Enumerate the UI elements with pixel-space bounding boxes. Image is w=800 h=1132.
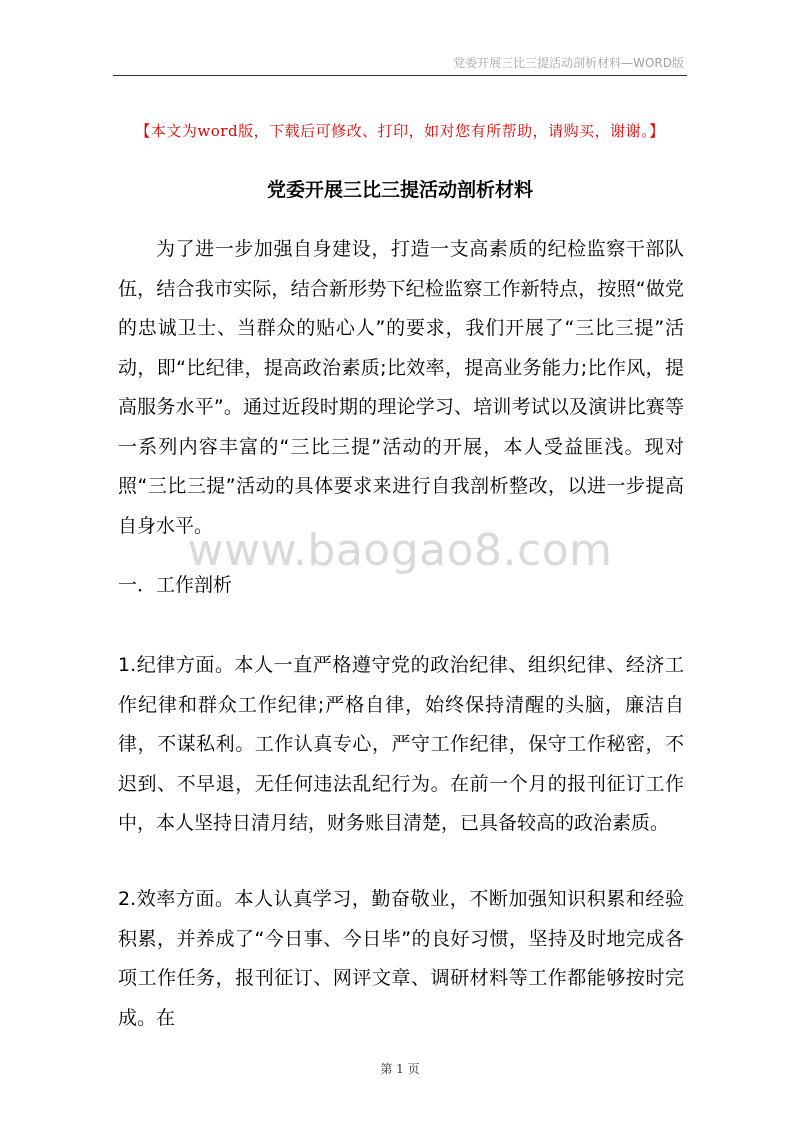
running-header: 党委开展三比三提活动剖析材料—WORD版: [453, 56, 684, 70]
download-notice: 【本文为word版，下载后可修改、打印，如对您有所帮助，请购买，谢谢。】: [135, 122, 665, 140]
section-heading: 一．工作剖析: [118, 574, 233, 596]
intro-paragraph: 为了进一步加强自身建设，打造一支高素质的纪检监察干部队伍，结合我市实际，结合新形势下纪检监察工作新特点，按照“做党的忠诚卫士、当群众的贴心人”的要求，我们开展了“三比三提”活动，即“比纪律，提高政治素质;比效率，提高业务能力;比作风，提高服务水平”。通过近段时期的理论学习、培训考试以及演讲比赛等一系列内容丰富的“三比三提”活动的开展，本人受益匪浅。现对照“三比三提”活动的具体要求来进行自我剖析整改，以进一步提高自身水平。: [118, 238, 684, 537]
page-number: 第 1 页: [380, 1062, 420, 1076]
discipline-paragraph: 1.纪律方面。本人一直严格遵守党的政治纪律、组织纪律、经济工作纪律和群众工作纪律;严格自律，始终保持清醒的头脑，廉洁自律，不谋私利。工作认真专心，严守工作纪律，保守工作秘密，不迟到、不早退，无任何违法乱纪行为。在前一个月的报刊征订工作中，本人坚持日清月结，财务账目清楚，已具备较高的政治素质。: [118, 654, 684, 834]
efficiency-paragraph: 2.效率方面。本人认真学习，勤奋敬业，不断加强知识积累和经验积累，并养成了“今日事、今日毕”的良好习惯，坚持及时地完成各项工作任务，报刊征订、网评文章、调研材料等工作都能够按时完成。在: [118, 888, 684, 1029]
header-divider: [113, 75, 687, 76]
document-title: 党委开展三比三提活动剖析材料: [266, 179, 533, 201]
watermark: www.baogao8.com: [187, 525, 613, 576]
